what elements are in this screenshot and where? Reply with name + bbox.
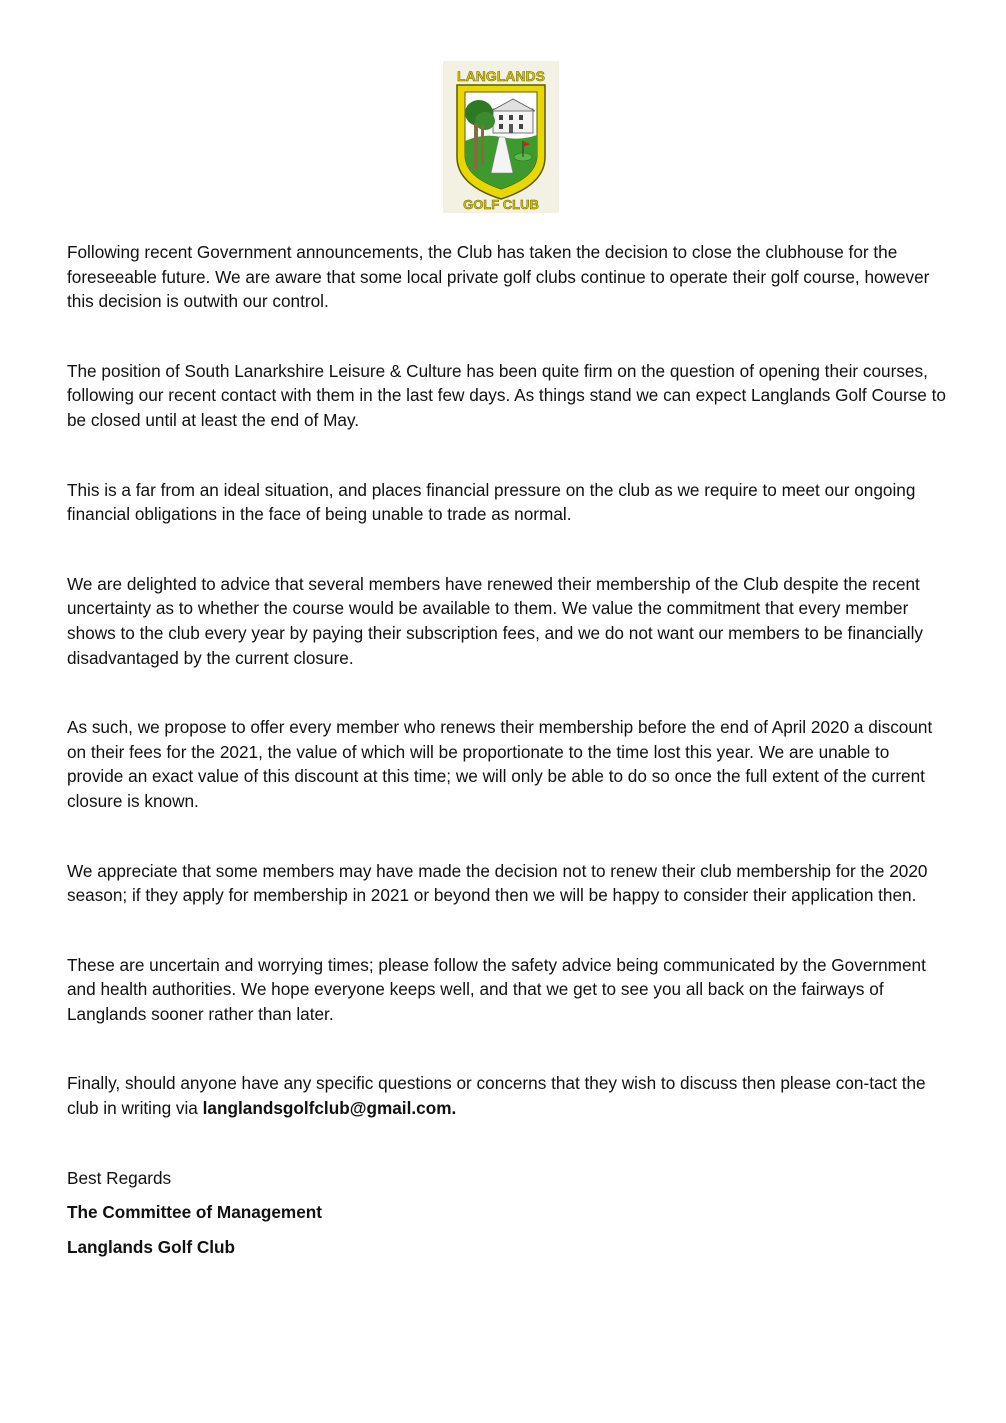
paragraph-3: This is a far from an ideal situation, and places financial pressure on the club as we require to meet our ongoing financial obligations in the face of being unable to trade as normal. xyxy=(67,479,916,525)
signature-club: Langlands Golf Club xyxy=(67,1236,236,1257)
closing-regards: Best Regards xyxy=(67,1167,172,1188)
paragraph-4: We are delighted to advice that several members have renewed their membership of the Club despite the recent uncertainty as to whether the course would be available to them. We value the commitment that every member shows to the club every year by paying their subscription fees, and we do not want our members to be financially disadvantaged by the current closure. xyxy=(67,573,924,668)
paragraph-2: The position of South Lanarkshire Leisure & Culture has been quite firm on the question of opening their courses, following our recent contact with them in the last few days. As things stand we can expect Langlands Golf Course to be closed until at least the end of May. xyxy=(67,360,946,430)
paragraph-5: As such, we propose to offer every member who renews their membership before the end of April 2020 a discount on their fees for the 2021, the value of which will be proportionate to the time lost this year. We are unable to provide an exact value of this discount at this time; we will only be able to do so once the full extent of the current closure is known. xyxy=(67,717,933,811)
paragraph-6: We appreciate that some members may have made the decision not to renew their club membership for the 2020 season; if they apply for membership in 2021 or beyond then we will be happy to consider their application then. xyxy=(67,860,928,906)
paragraph-7: These are uncertain and worrying times; please follow the safety advice being communicated by the Government and health authorities. We hope everyone keeps well, and that we get to see you all back on the fairways of Langlands sooner rather than later. xyxy=(67,954,926,1024)
club-logo xyxy=(443,61,559,213)
logo-top-text: LANGLANDS xyxy=(457,68,545,84)
final-paragraph-text: Finally, should anyone have any specific questions or concerns that they wish to discuss then please con-tact the club in writing via xyxy=(67,1073,926,1119)
signature-committee: The Committee of Management xyxy=(67,1202,322,1223)
club-logo-image xyxy=(443,61,559,213)
letter-body xyxy=(67,240,947,1269)
closing-block xyxy=(67,1166,947,1260)
paragraph-final xyxy=(67,1071,947,1120)
contact-email: langlandsgolfclub@gmail.com. xyxy=(202,1098,457,1119)
logo-bottom-text: GOLF CLUB xyxy=(463,197,539,212)
paragraph-1: Following recent Government announcements, the Club has taken the decision to close the clubhouse for the foreseeable future. We are aware that some local private golf clubs continue to operate their golf course, however this decision is outwith our control. xyxy=(67,242,930,312)
